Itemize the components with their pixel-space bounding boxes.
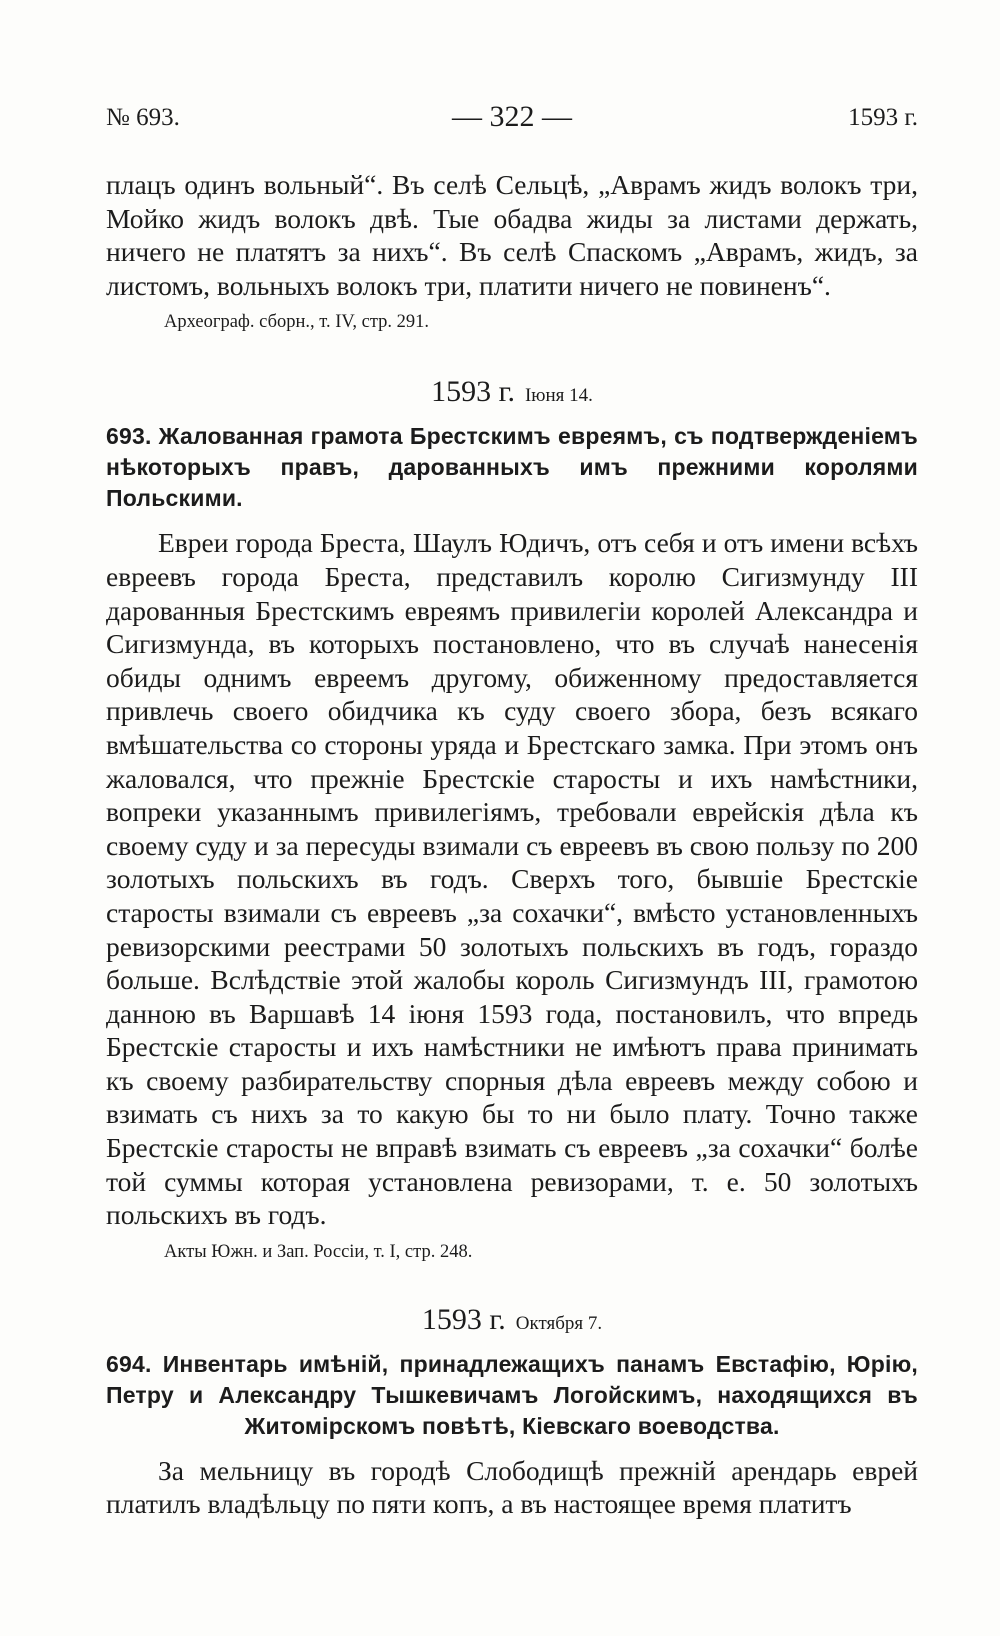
entry-694-date xyxy=(106,1296,918,1349)
page-number: — 322 — xyxy=(452,100,572,133)
entry-694-year: 1593 г. xyxy=(421,1302,506,1336)
entry-693-text: Евреи города Бреста, Шаулъ Юдичъ, отъ себя и отъ имени всѣхъ евреевъ города Бреста, представилъ королю Сигизмунду III дарованныя Брестскимъ евреямъ привилегіи королей Александра и Сигизмунда, въ которыхъ постановлено, что въ случаѣ нанесенія обиды однимъ евреемъ другому, обиженному предоставляется привлечь своего обидчика къ суду своего збора, безъ всякаго вмѣшательства со стороны уряда и Брестскаго замка. При этомъ онъ жаловался, что прежніе Брестскіе старосты и ихъ намѣстники, вопреки указаннымъ привилегіямъ, требовали еврейскія дѣла къ своему суду и за пересуды взимали съ евреевъ въ свою пользу по 200 золотыхъ польскихъ въ годъ. Сверхъ того, бывшіе Брестскіе старосты взимали съ евреевъ „за сохачки“, вмѣсто установленныхъ ревизорскими реестрами 50 золотыхъ польскихъ въ годъ, гораздо больше. Вслѣдствіе этой жалобы король Сигизмундъ III, грамотою данною въ Варшавѣ 14 іюня 1593 года, постановилъ, что впредь Брестскіе старосты и ихъ намѣстники не имѣютъ права принимать къ своему разбирательству спорныя дѣла евреевъ между собою и взимать съ нихъ за то какую бы то ни было плату. Точно также Брестскіе старосты не вправѣ взимать съ евреевъ „за сохачки“ болѣе той суммы которая установлена ревизорами, т. е. 50 золотыхъ польскихъ въ годъ. xyxy=(106,527,918,1231)
entry-693-title: 693. Жалованная грамота Брестскимъ евреямъ, съ подтвержденіемъ нѣкоторыхъ правъ, дарованныхъ имъ прежними королями Польскими. xyxy=(106,423,918,512)
entry-694-text: За мельницу въ городѣ Слободищѣ прежній арендарь еврей платилъ владѣльцу по пяти копъ, а въ настоящее время платитъ xyxy=(106,1454,918,1520)
entry-693-date xyxy=(106,368,918,421)
intro-paragraph: плацъ одинъ вольный“. Въ селѣ Сельцѣ, „Аврамъ жидъ волокъ три, Мойко жидъ волокъ двѣ. Тые обадва жиды за листами держать, ничего не платятъ за нихъ“. Въ селѣ Спаскомъ „Аврамъ, жидъ, за листомъ, вольныхъ волокъ три, платити ничего не повиненъ“. xyxy=(106,169,918,301)
entry-694-title: 694. Инвентарь имѣній, принадлежащихъ панамъ Евстафію, Юрію, Петру и Александру Тышкевичамъ Логойскимъ, находящихся въ Житомірскомъ повѣтѣ, Кіевскаго воеводства. xyxy=(106,1350,918,1439)
entry-693-day: Іюня 14. xyxy=(524,385,593,407)
running-header xyxy=(106,100,918,140)
page-body xyxy=(106,168,918,1521)
intro-citation: Археограф. сборн., т. IV, стр. 291. xyxy=(164,312,429,333)
document-number: № 693. xyxy=(106,104,180,131)
entry-694-day: Октября 7. xyxy=(515,1312,603,1334)
entry-693-citation: Акты Южн. и Зап. Россіи, т. I, стр. 248. xyxy=(164,1241,473,1262)
entry-693-year: 1593 г. xyxy=(431,375,515,409)
header-year: 1593 г. xyxy=(848,104,918,131)
